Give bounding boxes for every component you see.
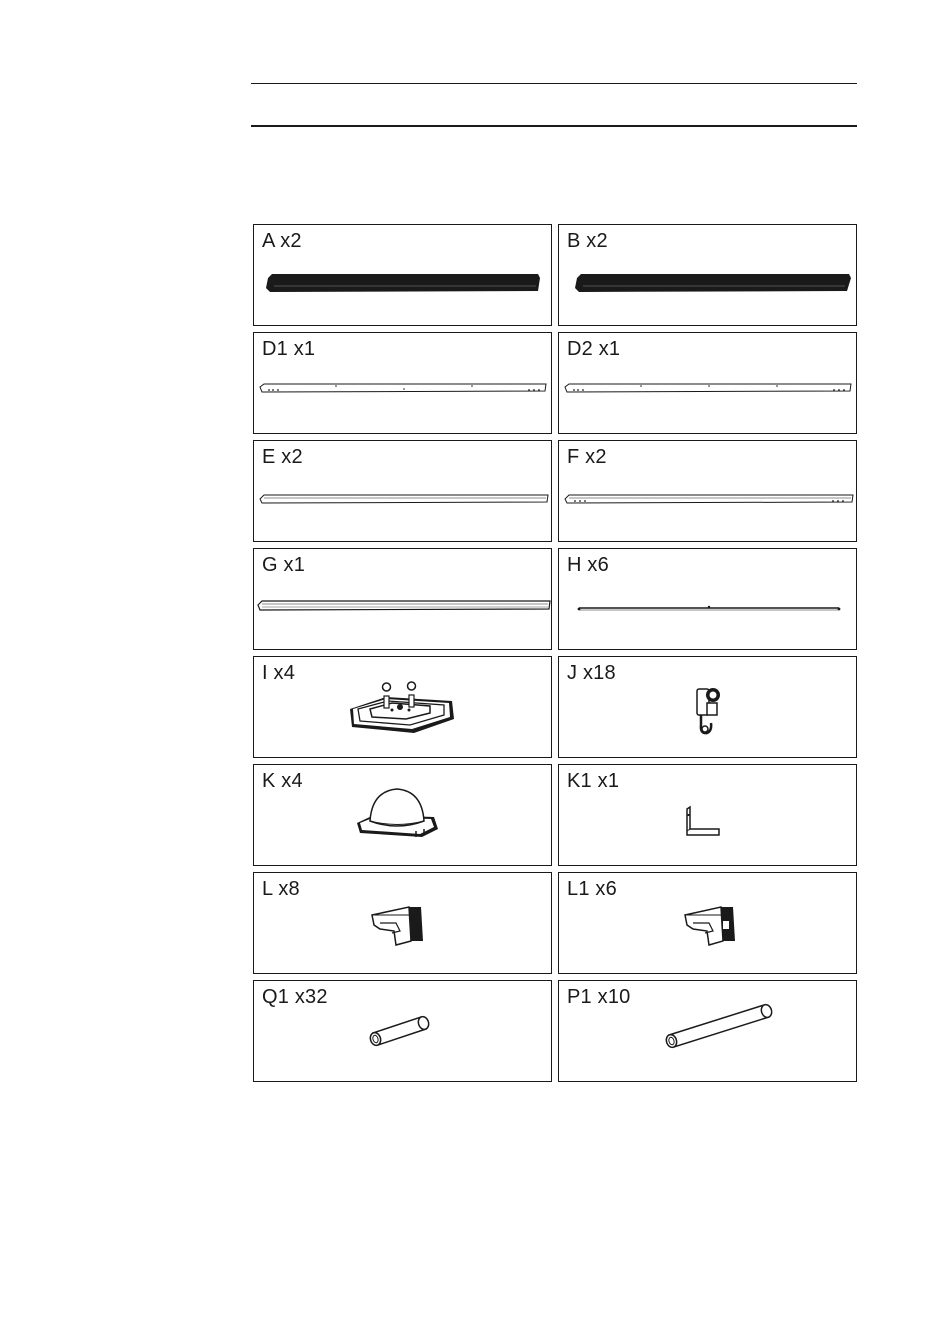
part-cell-l	[253, 872, 552, 974]
part-label: B x2	[567, 230, 608, 252]
thick-bar-icon	[559, 225, 856, 325]
part-label: J x18	[567, 662, 616, 684]
part-cell-e	[253, 440, 552, 542]
part-cell-k1	[558, 764, 857, 866]
thin-rail-icon	[254, 441, 551, 541]
dome-cap-icon	[254, 765, 551, 865]
part-label: P1 x10	[567, 986, 631, 1008]
clip-icon	[559, 657, 856, 757]
corner-block-icon	[254, 873, 551, 973]
short-tube-icon	[254, 981, 551, 1081]
header-rule-top	[251, 83, 857, 84]
base-plate-icon	[254, 657, 551, 757]
part-label: Q1 x32	[262, 986, 328, 1008]
part-cell-b	[558, 224, 857, 326]
part-cell-p1	[558, 980, 857, 1082]
part-cell-f	[558, 440, 857, 542]
part-label: I x4	[262, 662, 296, 684]
rail-holes-icon	[254, 333, 551, 433]
part-cell-d2	[558, 332, 857, 434]
rail-end-holes-icon	[559, 441, 856, 541]
part-cell-a	[253, 224, 552, 326]
part-cell-q1	[253, 980, 552, 1082]
part-cell-l1	[558, 872, 857, 974]
bracket-icon	[559, 765, 856, 865]
part-cell-j	[558, 656, 857, 758]
part-cell-i	[253, 656, 552, 758]
part-label: G x1	[262, 554, 306, 576]
thick-bar-icon	[254, 225, 551, 325]
long-tube-icon	[559, 981, 856, 1081]
part-label: D1 x1	[262, 338, 316, 360]
part-label: F x2	[567, 446, 607, 468]
part-cell-g	[253, 548, 552, 650]
long-rail-icon	[254, 549, 551, 649]
part-cell-h	[558, 548, 857, 650]
part-label: L x8	[262, 878, 300, 900]
corner-block-notched-icon	[559, 873, 856, 973]
part-label: L1 x6	[567, 878, 617, 900]
part-label: K1 x1	[567, 770, 620, 792]
rod-icon	[559, 549, 856, 649]
part-label: D2 x1	[567, 338, 621, 360]
part-cell-d1	[253, 332, 552, 434]
part-label: K x4	[262, 770, 303, 792]
part-label: E x2	[262, 446, 303, 468]
rail-holes-icon	[559, 333, 856, 433]
part-label: A x2	[262, 230, 302, 252]
part-cell-k	[253, 764, 552, 866]
part-label: H x6	[567, 554, 609, 576]
parts-grid	[253, 224, 857, 1082]
header-rule-bottom	[251, 125, 857, 127]
